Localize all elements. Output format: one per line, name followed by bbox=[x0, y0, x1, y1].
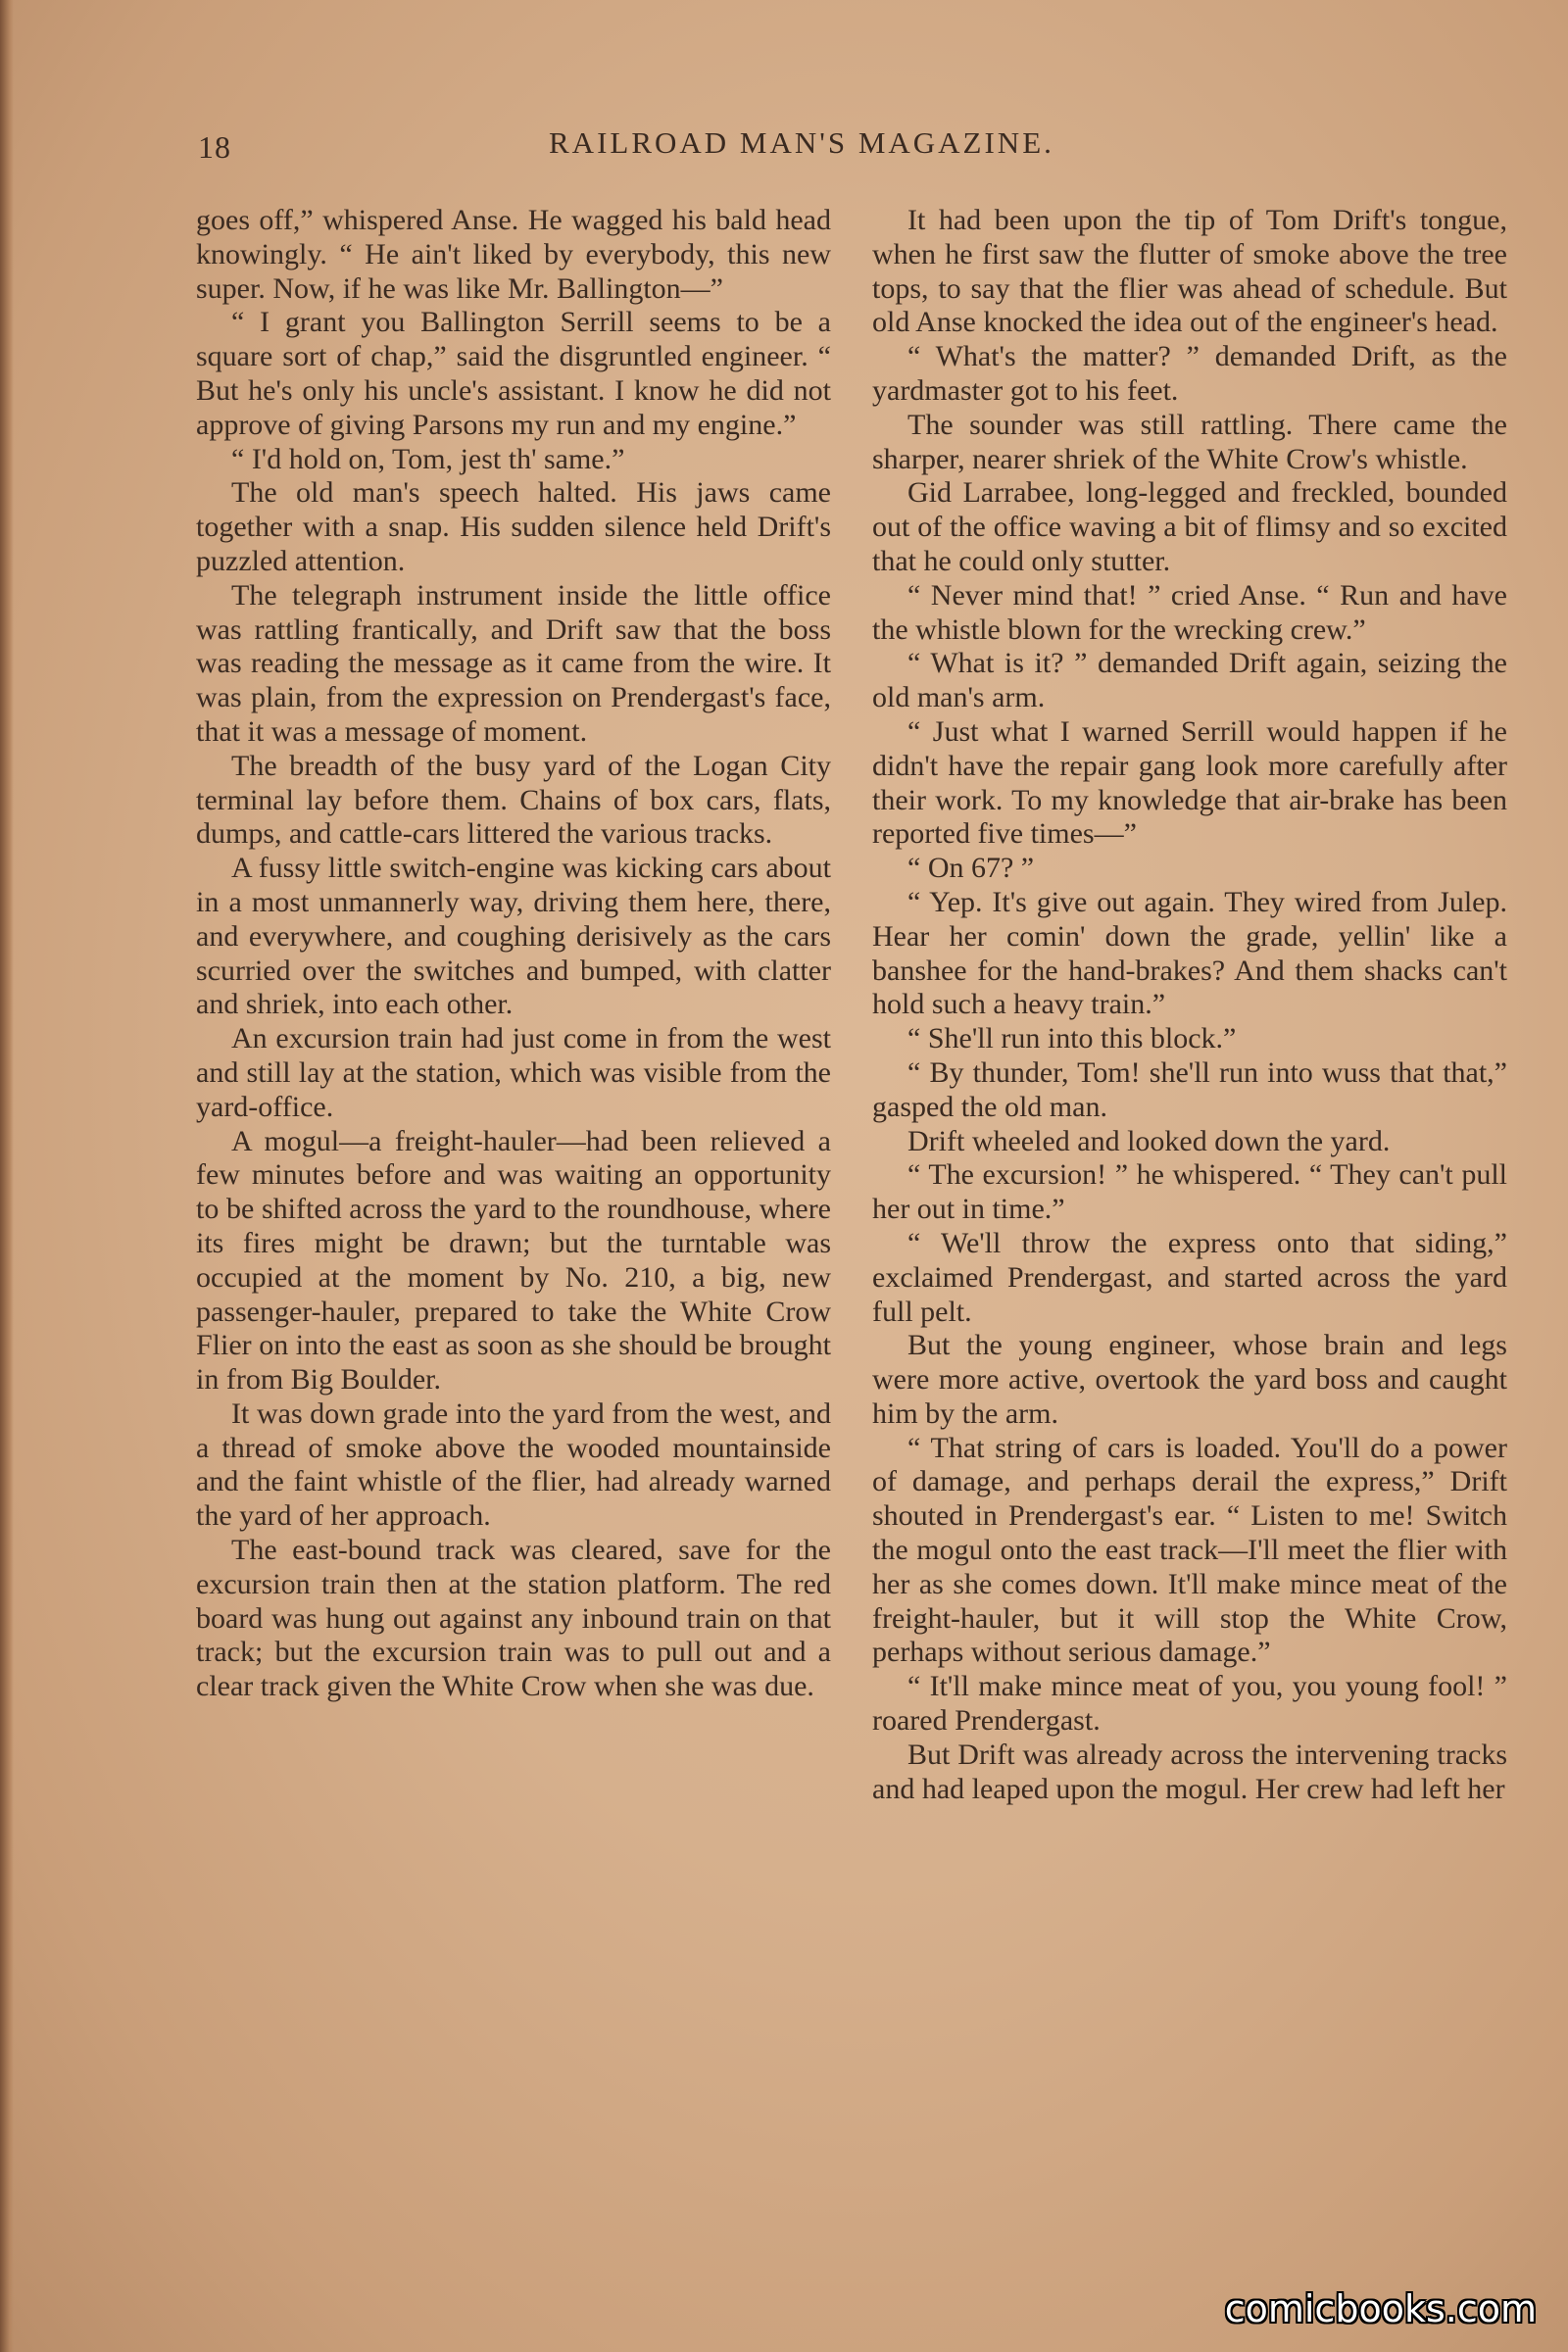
paragraph: The old man's speech halted. His jaws came together with a snap. His sudden silence held Drift's puzzled attention. bbox=[196, 476, 831, 577]
paragraph: “ We'll throw the express onto that siding,” exclaimed Prendergast, and started across the yard full pelt. bbox=[872, 1226, 1507, 1328]
paragraph: It was down grade into the yard from the west, and a thread of smoke above the wooded mountainside and the faint whistle of the flier, had already warned the yard of her approach. bbox=[196, 1396, 831, 1533]
paragraph: The east-bound track was cleared, save for the excursion train then at the station platform. The red board was hung out against any inbound train on that track; but the excursion train was to pull out and a clear track given the White Crow when she was due. bbox=[196, 1534, 831, 1703]
paragraph: A fussy little switch-engine was kicking cars about in a most unmannerly way, driving them here, there, and everywhere, and coughing derisively as the cars scurried over the switches and bumped, with clatter and shriek, into each other. bbox=[196, 852, 831, 1021]
paragraph: “ By thunder, Tom! she'll run into wuss that that,” gasped the old man. bbox=[872, 1055, 1507, 1123]
paragraph: “ Yep. It's give out again. They wired from Julep. Hear her comin' down the grade, yellin' like a banshee for the hand-brakes? And them shacks can't hold such a heavy train.” bbox=[872, 885, 1507, 1021]
paragraph: “ On 67? ” bbox=[907, 852, 1035, 885]
page-edge-shadow bbox=[0, 0, 14, 2352]
paragraph: “ It'll make mince meat of you, you young fool! ” roared Prendergast. bbox=[872, 1670, 1507, 1738]
page-number: 18 bbox=[198, 129, 231, 165]
paragraph: Gid Larrabee, long-legged and freckled, bounded out of the office waving a bit of flimsy and so excited that he could only stutter. bbox=[872, 476, 1507, 577]
paragraph: A mogul—a freight-hauler—had been relieved a few minutes before and was waiting an opportunity to be shifted across the yard to the roundhouse, where its fires might be drawn; but the turntable was occupied at the moment by No. 210, a big, new passenger-hauler, prepared to take the White Crow Flier on into the east as soon as she should be brought in from Big Boulder. bbox=[196, 1124, 831, 1396]
paragraph: “ She'll run into this block.” bbox=[907, 1022, 1237, 1055]
paragraph: “ What is it? ” demanded Drift again, seizing the old man's arm. bbox=[872, 647, 1507, 714]
paragraph: “ I grant you Ballington Serrill seems to be a square sort of chap,” said the disgruntled engineer. “ But he's only his uncle's assistant. I know he did not approve of giving Parsons my run and my engine.” bbox=[196, 306, 831, 441]
right-column bbox=[872, 204, 1507, 1806]
paragraph: The telegraph instrument inside the little office was rattling frantically, and Drift saw that the boss was reading the message as it came from the wire. It was plain, from the expression on Prendergast's face, that it was a message of moment. bbox=[196, 578, 831, 748]
watermark-logo: comicbooks.com bbox=[1224, 2287, 1537, 2330]
paragraph: But Drift was already across the intervening tracks and had leaped upon the mogul. Her crew had left her bbox=[872, 1738, 1507, 1805]
paragraph: “ I'd hold on, Tom, jest th' same.” bbox=[231, 442, 625, 475]
paragraph: But the young engineer, whose brain and legs were more active, overtook the yard boss and caught him by the arm. bbox=[872, 1329, 1507, 1430]
running-head: RAILROAD MAN'S MAGAZINE. bbox=[549, 125, 1054, 160]
paragraph: It had been upon the tip of Tom Drift's tongue, when he first saw the flutter of smoke above the tree tops, to say that the flier was ahead of schedule. But old Anse knocked the idea out of the engineer's head. bbox=[872, 204, 1507, 339]
paragraph: “ Never mind that! ” cried Anse. “ Run and have the whistle blown for the wrecking crew.” bbox=[872, 578, 1507, 646]
paragraph: “ What's the matter? ” demanded Drift, as the yardmaster got to his feet. bbox=[872, 340, 1507, 407]
paragraph: Drift wheeled and looked down the yard. bbox=[907, 1124, 1391, 1157]
paragraph: The sounder was still rattling. There came the sharper, nearer shriek of the White Crow's whistle. bbox=[872, 408, 1507, 475]
paragraph: “ That string of cars is loaded. You'll do a power of damage, and perhaps derail the express,” Drift shouted in Prendergast's ear. “ Listen to me! Switch the mogul onto the east track—I'll meet the flier with her as she comes down. It'll make mince meat of the freight-hauler, but it will stop the White Crow, perhaps without serious damage.” bbox=[872, 1431, 1507, 1669]
paragraph: goes off,” whispered Anse. He wagged his bald head knowingly. “ He ain't liked by everybody, this new super. Now, if he was like Mr. Ballington—” bbox=[196, 204, 831, 305]
paragraph: “ The excursion! ” he whispered. “ They can't pull her out in time.” bbox=[872, 1158, 1507, 1226]
paragraph: An excursion train had just come in from the west and still lay at the station, which was visible from the yard-office. bbox=[196, 1022, 831, 1123]
paragraph: “ Just what I warned Serrill would happen if he didn't have the repair gang look more carefully after their work. To my knowledge that air-brake has been reported five times—” bbox=[872, 714, 1507, 851]
paragraph: The breadth of the busy yard of the Logan City terminal lay before them. Chains of box cars, flats, dumps, and cattle-cars littered the various tracks. bbox=[196, 749, 831, 851]
left-column bbox=[196, 204, 831, 1704]
